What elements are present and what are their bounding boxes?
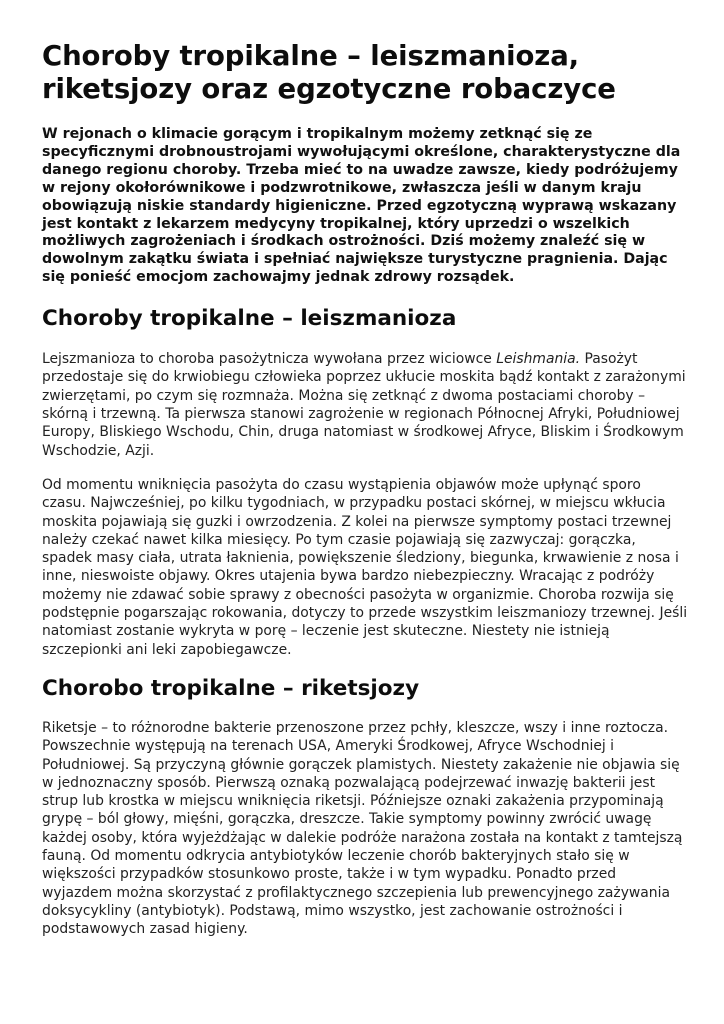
lead-paragraph: W rejonach o klimacie gorącym i tropikalnym możemy zetknąć się ze specyficznymi drobnoustrojami wywołującymi określone, charakterystyczne dla danego regionu choroby. Trzeba mieć to na uwadze zawsze, kiedy podróżujemy w rejony okołorównikowe i podzwrotnikowe, zwłaszcza jeśli w danym kraju obowiązują niskie standardy higieniczne. Przed egzotyczną wyprawą wskazany jest kontakt z lekarzem medycyny tropikalnej, który uprzedzi o wszelkich możliwych zagrożeniach i środkach ostrożności. Dziś możemy znaleźć się w dowolnym zakątku świata i spełniać największe turystyczne pragnienia. Dając się ponieść emocjom zachowajmy jednak zdrowy rozsądek. [42,126,681,286]
section-heading-rickettsioses: Chorobo tropikalne – riketsjozy [42,675,420,701]
leishmaniasis-p1-text-start: Lejszmanioza to choroba pasożytnicza wywołana przez wiciowce [42,351,497,368]
leishmaniasis-paragraph-2: Od momentu wniknięcia pasożyta do czasu wystąpienia objawów może upłynąć sporo czasu. Najwcześniej, po kilku tygodniach, w przypadku postaci skórnej, w miejscu wkłucia moskita pojawiają się guzki i owrzodzenia. Z kolei na pierwsze symptomy postaci trzewnej należy czekać nawet kilka miesięcy. Po tym czasie pojawiają się zazwyczaj: gorączka, spadek masy ciała, utrata łaknienia, powiększenie śledziony, biegunka, krwawienie z nosa i inne, nieswoiste objawy. Okres utajenia bywa bardzo niebezpieczny. Wracając z podróży możemy nie zdawać sobie sprawy z obecności pasożyta w organizmie. Choroba rozwija się podstępnie pogarszając rokowania, dotyczy to przede wszystkim leiszmaniozy trzewnej. Jeśli natomiast zostanie wykryta w porę – leczenie jest skuteczne. Niestety nie istnieją szczepionki ani leki zapobiegawcze. [42,476,688,658]
leishmaniasis-p1-text-end: Pasożyt przedostaje się do krwiobiegu człowieka poprzez ukłucie moskita bądź kontakt z zarażonymi zwierzętami, po czym się rozmnaża. Można się zetknąć z dwoma postaciami choroby – skórną i trzewną. Ta pierwsza stanowi zagrożenie w regionach Północnej Afryki, Południowej Europy, Bliskiego Wschodu, Chin, druga natomiast w środkowej Afryce, Bliskim i Środkowym Wschodzie, Azji. [42,351,686,459]
leishmaniasis-paragraph-1 [42,350,688,460]
rickettsioses-paragraph-1: Riketsje – to różnorodne bakterie przenoszone przez pchły, kleszcze, wszy i inne roztocza. Powszechnie występują na terenach USA, Ameryki Środkowej, Afryce Wschodniej i Południowej. Są przyczyną głównie gorączek plamistych. Niestety zakażenie nie objawia się w jednoznaczny sposób. Pierwszą oznaką pozwalającą podejrzewać inwazję bakterii jest strup lub krostka w miejscu wniknięcia riketsji. Późniejsze oznaki zakażenia przypominają grypę – ból głowy, mięśni, gorączka, dreszcze. Takie symptomy powinny zwrócić uwagę każdej osoby, która wyjeżdżając w dalekie podróże narażona została na kontakt z tamtejszą fauną. Od momentu odkrycia antybiotyków leczenie chorób bakteryjnych stało się w większości przypadków stosunkowo proste, także i w tym wypadku. Ponadto przed wyjazdem można skorzystać z profilaktycznego szczepienia lub prewencyjnego zażywania doksycykliny (antybiotyk). Podstawą, mimo wszystko, jest zachowanie ostrożności i podstawowych zasad higieny. [42,719,683,938]
page-title: Choroby tropikalne – leiszmanioza, riketsjozy oraz egzotyczne robaczyce [42,40,616,105]
section-heading-leishmaniasis: Choroby tropikalne – leiszmanioza [42,306,457,332]
leishmania-italic-term: Leishmania. [496,351,581,368]
document-page [42,40,688,938]
